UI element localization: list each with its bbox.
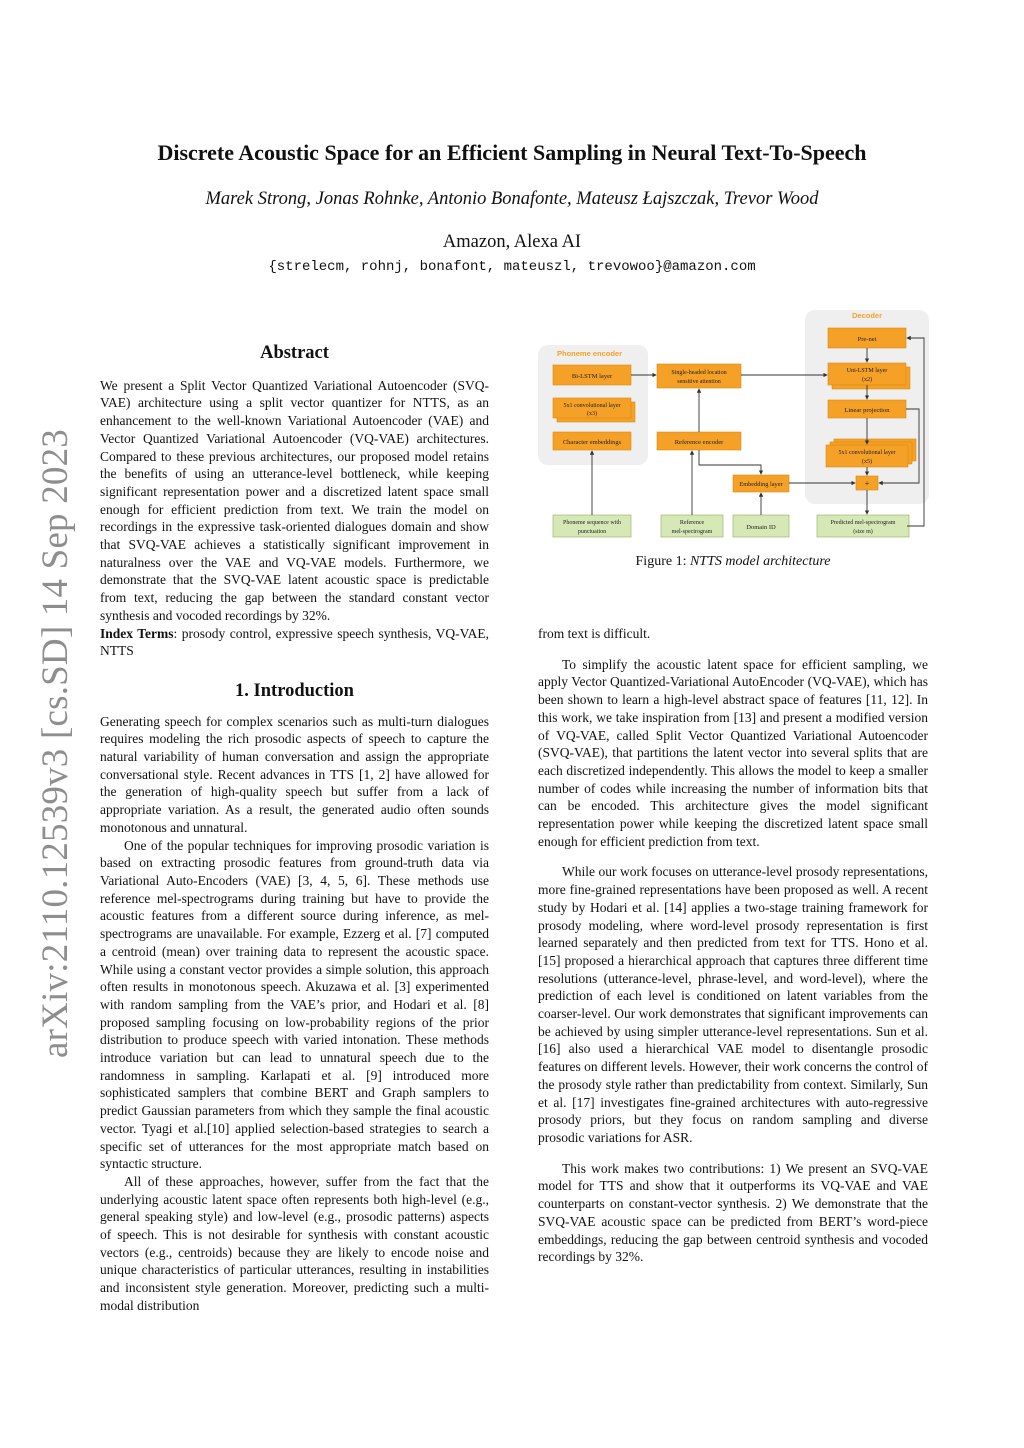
caption-prefix: Figure 1: xyxy=(635,554,690,569)
intro-paragraph-1: Generating speech for complex scenarios such as multi-turn dialogues requires modeling the rich prosodic aspects of speech to capture the natural variability of human conversation and assign the appropriate conversational style. Recent advances in TTS [1, 2] have allowed for the generation of high-quality speech but suffer from a lack of appropriate variation. As a result, the generated audio often sounds monotonous and unnatural. xyxy=(100,713,489,835)
encoder-conv-label-line2: (x3) xyxy=(587,411,597,417)
linear-projection-label: Linear projection xyxy=(844,407,890,414)
decoder-label: Decoder xyxy=(851,311,883,320)
paper-title: Discrete Acoustic Space for an Efficient Sampling in Neural Text-To-Speech xyxy=(157,140,867,165)
arxiv-watermark: arXiv:2110.12539v3 [cs.SD] 14 Sep 2023 xyxy=(35,428,76,1058)
embedding-layer-label: Embedding layer xyxy=(739,481,783,488)
author-list: Marek Strong, Jonas Rohnke, Antonio Bonafonte, Mateusz Łajszczak, Trevor Wood xyxy=(205,189,819,209)
reference-input-line2: mel-spectrogram xyxy=(671,529,713,535)
intro-paragraph-5: While our work focuses on utterance-level prosody representations, more fine-grained representations have been proposed as well. A recent study by Hodari et al. [14] applies a two-stage training framework for prosody modeling, where word-level prosody representation is first learned separately and then predicted from text for TTS. Hono et al. [15] proposed a hierarchical approach that captures three different time resolutions (utterance-level, phrase-level, and word-level), where the prediction of each level is conditioned on latent variables from the coarser-level. Our work demonstrates that significant improvements can be achieved by using simpler utterance-level representations. Sun et al. [16] also used a hierarchical VAE model to disentangle prosodic features on different levels. However, their work concerns the control of the prosody style rather than predictability from context. Similarly, Sun et al. [17] investigates fine-grained architectures with auto-regressive prosody priors, but they focus on random sampling and diverse prosodic variations for ASR. xyxy=(538,864,928,1145)
attention-label-line1: Single-headed location xyxy=(671,370,727,376)
decoder-conv-label-line1: 5x1 convolutional layer xyxy=(838,450,896,456)
abstract-heading: Abstract xyxy=(260,343,329,363)
phoneme-encoder-label: Phoneme encoder xyxy=(557,349,623,358)
predicted-output-line2: (size m) xyxy=(853,529,873,535)
phoneme-input-line2: punctuation xyxy=(577,529,607,535)
architecture-diagram xyxy=(535,305,930,545)
reference-input-line1: Reference xyxy=(679,520,705,526)
unilstm-label-line1: Uni-LSTM layer xyxy=(846,368,888,374)
affiliation: Amazon, Alexa AI xyxy=(442,232,582,252)
abstract-text: We present a Split Vector Quantized Variational Autoencoder (SVQ-VAE) architecture using a split vector quantizer for NTTS, as an enhancement to the well-known Variational Autoencoder (VAE) and Vector Quantized Variational Autoencoder (VQ-VAE) architectures. Compared to these previous architectures, our proposed model retains the benefits of using an utterance-level bottleneck, while keeping significant representation power and a discretized latent space small enough for efficient prediction from text. We train the model on recordings in the expressive task-oriented dialogues domain and show that SVQ-VAE achieves a statistically significant improvement in naturalness over the VAE and VQ-VAE models. Furthermore, we demonstrate that the SVQ-VAE latent acoustic space is predictable from text, reducing the gap between the standard constant vector synthesis and vocoded recordings by 32%. xyxy=(100,377,489,623)
character-embeddings-label: Character embeddings xyxy=(562,439,622,446)
phoneme-input-line1: Phoneme sequence with xyxy=(563,520,621,526)
figure-caption xyxy=(538,554,928,570)
encoder-conv-label-line1: 5x1 convolutional layer xyxy=(563,403,621,409)
bilstm-layer-label: Bi-LSTM layer xyxy=(571,373,613,380)
decoder-conv-label-line2: (x5) xyxy=(862,459,872,465)
index-terms-label: Index Terms xyxy=(100,625,174,641)
attention-label-line2: sensitive attention xyxy=(677,379,721,385)
index-terms xyxy=(100,625,489,660)
intro-paragraph-3: All of these approaches, however, suffer from the fact that the underlying acoustic latent space often represents both high-level (e.g., general speaking style) and low-level (e.g., prosodic patterns) aspects of speech. This is not desirable for synthesis with constant acoustic vectors (e.g., centroids) because they are likely to encode noise and unique characteristics of particular utterances, resulting in instabilities and inconsistent style generation. Moreover, predicting such a multi-modal distribution xyxy=(100,1173,489,1313)
domain-id-label: Domain ID xyxy=(746,524,776,531)
residual-add-label: + xyxy=(864,479,870,488)
index-terms-text: : prosody control, expressive speech synthesis, VQ-VAE, NTTS xyxy=(100,625,489,659)
caption-title: NTTS model architecture xyxy=(689,554,831,569)
author-emails: {strelecm, rohnj, bonafont, mateuszl, trevowoo}@amazon.com xyxy=(268,259,756,275)
intro-paragraph-6: This work makes two contributions: 1) We present an SVQ-VAE model for TTS and show that it outperforms its VQ-VAE and VAE counterparts on constant-vector synthesis. 2) We demonstrate that the SVQ-VAE acoustic space can be predicted from BERT’s word-piece embeddings, reducing the gap between centroid synthesis and vocoded recordings by 32%. xyxy=(538,1160,928,1265)
prenet-label: Pre-net xyxy=(857,336,877,343)
intro-paragraph-2: One of the popular techniques for improving prosodic variation is based on extracting prosodic features from ground-truth data via Variational Auto-Encoders (VAE) [3, 4, 5, 6]. These methods use reference mel-spectrograms during training but have to provide the acoustic features from a different source during inference, as mel-spectrograms are unavailable. For example, Ezzerg et al. [7] computed a centroid (mean) over training data to represent the acoustic space. While using a constant vector provides a simple solution, this approach often results in monotonous speech. Akuzawa et al. [3] experimented with random sampling from the VAE’s prior, and Hodari et al. [8] proposed sampling focusing on low-probability regions of the prior distribution to produce speech with varied intonation. These methods introduce variation but can lead to unnatural speech due to the randomness in sampling. Karlapati et al. [9] introduced more sophisticated samplers that combine BERT and Graph samplers to predict Gaussian parameters from which they sample the final acoustic vector. Tyagi et al.[10] applied selection-based strategies to search a specific set of utterances for the most appropriate match based on syntactic structure. xyxy=(100,837,489,1172)
right-column xyxy=(538,625,928,1266)
architecture-figure xyxy=(535,305,930,545)
left-column xyxy=(100,345,489,1315)
intro-paragraph-4: To simplify the acoustic latent space for efficient sampling, we apply Vector Quantized-Variational AutoEncoder (VQ-VAE), which has been shown to learn a high-level abstract space of features [11, 12]. In this work, we take inspiration from [13] and present a modified version of VQ-VAE, called Split Vector Quantized Variational Autoencoder (SVQ-VAE), that partitions the latent vector into several splits that are each discretized independently. This allows the model to keep a smaller number of codes while increasing the number of information bits that can be encoded. This architecture gives the model significant representation power while keeping the discretized latent space small enough for efficient prediction from text. xyxy=(538,656,928,849)
unilstm-label-line2: (x2) xyxy=(862,377,872,383)
reference-encoder-label: Reference encoder xyxy=(674,439,724,446)
intro-paragraph-3-continued: from text is difficult. xyxy=(538,626,651,641)
section-heading-introduction: 1. Introduction xyxy=(235,680,354,701)
predicted-output-line1: Predicted mel-spectrogram xyxy=(830,520,896,526)
